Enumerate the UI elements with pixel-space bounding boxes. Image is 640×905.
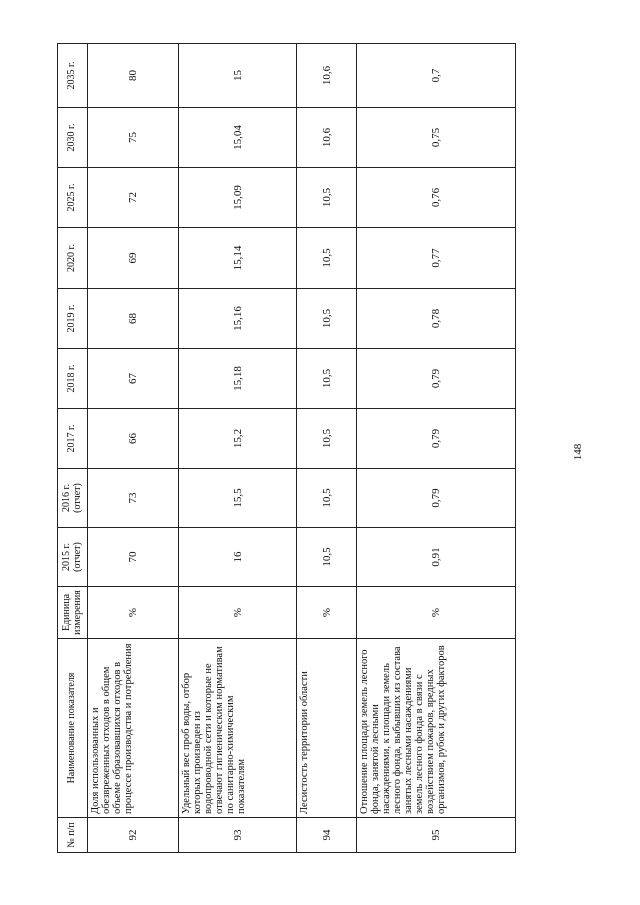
value-cell: 15 — [179, 44, 297, 108]
value-cell: 68 — [88, 289, 179, 349]
value-cell: 73 — [88, 469, 179, 528]
value-cell: 0,79 — [357, 349, 516, 409]
value-cell: 15,16 — [179, 289, 297, 349]
indicator-name: Отношение площади земель лесного фонда, занятой лесными насаждениями, к площади земель лесного фонда, выбывших из состава занятых лесными насаждениями земель лесного фонда в связи с воздействием пожаров, вредных организмов, рубок и других факторов — [357, 639, 516, 818]
value-cell: 0,79 — [357, 409, 516, 469]
rotated-table-container — [57, 44, 515, 853]
value-cell: 15,09 — [179, 168, 297, 228]
value-cell: 15,04 — [179, 108, 297, 168]
value-cell: 15,2 — [179, 409, 297, 469]
row-number: 93 — [179, 818, 297, 853]
value-cell: 10,5 — [297, 528, 357, 587]
value-cell: 66 — [88, 409, 179, 469]
value-cell: 0,76 — [357, 168, 516, 228]
table-row — [88, 44, 179, 853]
table-row — [357, 44, 516, 853]
col-header: 2019 г. — [58, 289, 88, 349]
col-header: 2017 г. — [58, 409, 88, 469]
row-number: 95 — [357, 818, 516, 853]
value-cell: 75 — [88, 108, 179, 168]
unit-cell: % — [179, 587, 297, 639]
value-cell: 10,5 — [297, 409, 357, 469]
indicator-name: Удельный вес проб воды, отбор которых произведен из водопроводной сети и которые не отвечают гигиеническим нормативам по санитарно-химическим показателям — [179, 639, 297, 818]
table-row — [297, 44, 357, 853]
page-number: 148 — [572, 443, 584, 461]
unit-cell: % — [297, 587, 357, 639]
col-header: 2018 г. — [58, 349, 88, 409]
indicators-table — [57, 43, 516, 853]
value-cell: 16 — [179, 528, 297, 587]
value-cell: 67 — [88, 349, 179, 409]
indicator-name: Лесистость территории области — [297, 639, 357, 818]
value-cell: 15,18 — [179, 349, 297, 409]
indicator-name: Доля использованных и обезвреженных отходов в общем объеме образовавшихся отходов в процессе производства и потребления — [88, 639, 179, 818]
value-cell: 10,5 — [297, 228, 357, 289]
unit-cell: % — [88, 587, 179, 639]
value-cell: 10,5 — [297, 349, 357, 409]
value-cell: 10,5 — [297, 168, 357, 228]
col-header: 2035 г. — [58, 44, 88, 108]
value-cell: 0,78 — [357, 289, 516, 349]
value-cell: 10,6 — [297, 44, 357, 108]
value-cell: 69 — [88, 228, 179, 289]
col-header: 2020 г. — [58, 228, 88, 289]
unit-cell: % — [357, 587, 516, 639]
table-header-row — [58, 44, 88, 853]
value-cell: 0,77 — [357, 228, 516, 289]
col-header: № п/п — [58, 818, 88, 853]
col-header: Наименование показателя — [58, 639, 88, 818]
value-cell: 15,5 — [179, 469, 297, 528]
value-cell: 0,7 — [357, 44, 516, 108]
value-cell: 0,75 — [357, 108, 516, 168]
row-number: 92 — [88, 818, 179, 853]
value-cell: 80 — [88, 44, 179, 108]
col-header: 2025 г. — [58, 168, 88, 228]
value-cell: 0,91 — [357, 528, 516, 587]
value-cell: 10,5 — [297, 289, 357, 349]
col-header: 2015 г. (отчет) — [58, 528, 88, 587]
value-cell: 72 — [88, 168, 179, 228]
row-number: 94 — [297, 818, 357, 853]
col-header: 2016 г. (отчет) — [58, 469, 88, 528]
value-cell: 10,6 — [297, 108, 357, 168]
col-header: Единица измерения — [58, 587, 88, 639]
col-header: 2030 г. — [58, 108, 88, 168]
value-cell: 10,5 — [297, 469, 357, 528]
value-cell: 70 — [88, 528, 179, 587]
table-row — [179, 44, 297, 853]
value-cell: 0,79 — [357, 469, 516, 528]
value-cell: 15,14 — [179, 228, 297, 289]
